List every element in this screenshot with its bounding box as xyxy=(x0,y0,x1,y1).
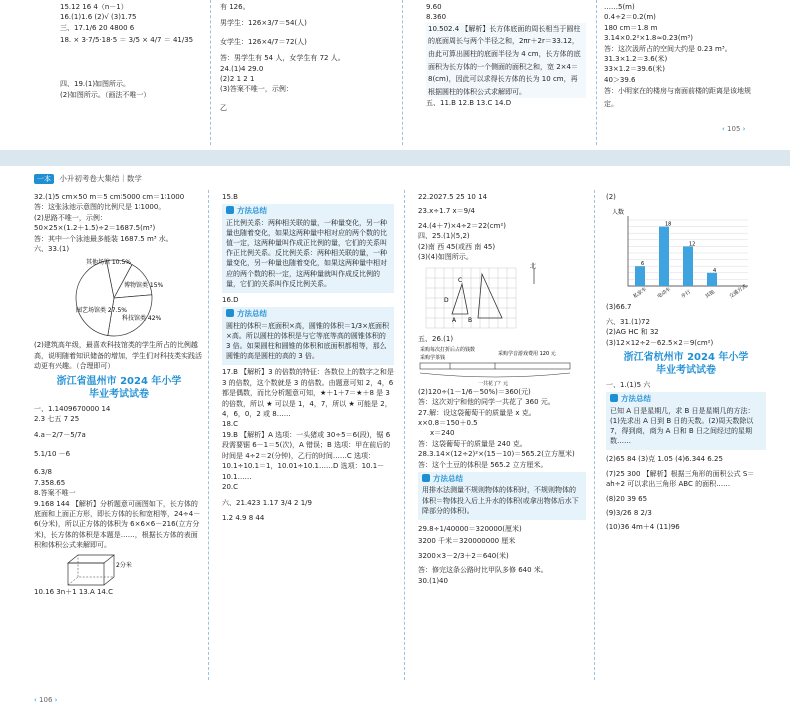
text-line: 8.答案不唯一 xyxy=(34,489,76,498)
text-line: (3)12×12÷2－62.5×2＝9(cm²) xyxy=(606,338,714,347)
text-line: 4.a－2/7－5/7a xyxy=(34,431,86,440)
tip-title-text: 方法总结 xyxy=(237,309,267,319)
text-line: 22.2027.5 25 10 14 xyxy=(418,193,488,201)
text-line: 答：这张泳池示意图的比例尺是 1∶1000。 xyxy=(34,203,166,212)
bar-1 xyxy=(659,227,669,286)
tip-title-text: 方法总结 xyxy=(621,394,651,404)
bar-category-label: 交通方式 xyxy=(728,283,749,301)
point-label: A xyxy=(452,317,457,325)
grid-diagram xyxy=(422,262,552,334)
point-label: D xyxy=(444,297,449,305)
tip-title-text: 方法总结 xyxy=(237,206,267,216)
text-line: 31.3×1.2＝3.6(米) xyxy=(604,55,668,64)
text-line: 33×1.2＝39.6(米) xyxy=(604,65,665,74)
text-line: 9.168 144 【解析】分析题意可画图如下，长方体的底面和上面正方形，即长方体的长和宽相等，24÷4－6(分米)，所以正方体的体积为 6×6×6－216(立方分米)，长方体的体积是本题是……，根据长方体的表面积和体积公式来解即可。 xyxy=(34,499,201,550)
text-line: 6.3/8 xyxy=(34,468,52,477)
bar-category-label: 电动车 xyxy=(656,286,673,301)
exam-title-hangzhou xyxy=(606,351,766,377)
pie-group xyxy=(76,260,152,336)
text-line: (2)120÷(1－1/6－50%)＝360(元) xyxy=(418,387,531,396)
text-line: 24.(4＋7)×4÷2＝22(cm²) xyxy=(418,221,506,230)
pie-label-museum: 博物馆类 15% xyxy=(124,282,164,290)
book-header xyxy=(34,173,142,184)
text-line: 五、11.B 12.B 13.C 14.D xyxy=(426,99,512,108)
method-summary-box xyxy=(418,472,586,520)
bar-value-label: 12 xyxy=(689,241,696,248)
text-line: (2)AG HC 和 32 xyxy=(606,328,659,337)
method-summary-title xyxy=(422,474,582,484)
text-line: (2)如图所示。（画法不唯一） xyxy=(60,90,151,99)
text-line: 7.358.65 xyxy=(34,478,66,487)
text-line: 女学生：126×4/7＝72(人) xyxy=(220,37,307,46)
chevron-left-icon[interactable]: ‹ xyxy=(34,696,37,704)
text-line: 答：这袋葡萄干的质量是 240 克。 xyxy=(418,439,527,448)
text-line: (7)25 300 【解析】根据三角形的面积公式 S＝ah÷2 可以求出三角形 ABC 的面积…… xyxy=(606,469,755,489)
pie-label-science: 科技馆类 42% xyxy=(122,315,162,323)
exam-title-wenzhou xyxy=(34,375,204,401)
tip-icon xyxy=(226,309,234,317)
top-col-2 xyxy=(220,2,390,113)
pie-chart xyxy=(34,256,204,340)
text-line: 19.B 【解析】A 选项：一头猪或 30÷5＝6(段)，锯 6 段需要锯 6－1＝5(次)，A 错误；B 选项：甲在前后的时间是 4÷2＝2(分钟)，乙行的时间……C 选项：10.1÷10.1＝1，10.01÷10.1……D 选项：10.1－10.1…… xyxy=(222,430,391,481)
text-line: 答：这次刘宁和他的同学一共花了 360 元。 xyxy=(418,398,555,407)
text-line: 20.C xyxy=(222,482,239,491)
bar-0 xyxy=(635,267,645,287)
text-line: 15.B xyxy=(222,193,238,201)
text-line: 28.3.14×(12÷2)²×(15－10)＝565.2(立方厘米) xyxy=(418,450,575,459)
bottom-col-3 xyxy=(418,192,586,586)
method-summary-box xyxy=(222,204,394,293)
bar-value-label: 6 xyxy=(641,261,645,268)
text-line: 10.16 3n＋1 13.A 14.C xyxy=(34,587,113,596)
text-line: 24.(1)4 29.0 xyxy=(220,64,264,73)
text-line: 答：男学生有 54 人，女学生有 72 人。 xyxy=(220,54,345,63)
exam-title-line: 毕业考试试卷 xyxy=(89,388,149,400)
column-divider xyxy=(402,0,403,145)
box-dimension-label: 2分米 xyxy=(116,561,132,569)
text-line: (3)(4)如图所示。 xyxy=(418,253,473,262)
segment-label: 一共花了？元 xyxy=(478,380,509,387)
method-summary-box xyxy=(222,307,394,365)
method-summary-box xyxy=(606,392,766,450)
tip-icon xyxy=(422,474,430,482)
text-line: 1.2 4.9 8 44 xyxy=(222,513,265,522)
text-line: 32.(1)5 cm×50 m＝5 cm∶5000 cm＝1∶1000 xyxy=(34,193,185,201)
column-divider xyxy=(594,190,595,680)
text-line: 17.B 【解析】3 的倍数的特征：各数位上的数字之和是 3 的倍数，这个数就是 3 的倍数。由题意可知 2，4，6 都是偶数，而比分析题意可知，★＋1＋7＝★＋8 是 3 的倍数，所以 ★ 可以是 1，4，7，所以 ★ 可能是 2，4，6，0，2 或 8…… xyxy=(222,368,394,419)
bar-category-label: 步行 xyxy=(680,289,692,301)
text-line: 40＞39.6 xyxy=(604,75,636,84)
text-line: 一、1.1409670000 14 xyxy=(34,404,111,413)
tip-icon xyxy=(610,394,618,402)
text-line: 答：小明家在的楼房与南面前楼的距离是该地规定。 xyxy=(604,87,751,108)
column-divider xyxy=(596,0,597,145)
text-line: 16.D xyxy=(222,296,239,305)
text-line: 答：这次汲所占的空间大约是 0.23 m³。 xyxy=(604,44,732,53)
text-line: 六、33.(1) xyxy=(34,245,70,254)
pie-slice-science xyxy=(76,261,114,336)
tip-body: 用排水法测量不规则物体的体积时，不规则物体的体积＝物体投入后上升水的体积(或拿出物体后水下降部分的体积)。 xyxy=(422,486,579,515)
method-summary-title xyxy=(610,394,762,404)
text-line: 50×25×(1.2＋1.5)÷2＝1687.5(m³) xyxy=(34,224,156,233)
page-number-label: 105 xyxy=(727,125,741,133)
top-col-3 xyxy=(426,2,586,109)
text-line: 23.x÷1.7 x＝9/4 xyxy=(418,207,475,216)
segment-label: 采购每次打折后占的钱数 xyxy=(420,346,476,353)
compass-label: 北 xyxy=(530,263,537,271)
bottom-col-2 xyxy=(222,192,394,523)
cuboid-diagram xyxy=(64,551,134,587)
text-line: 四、25.(1)(5,2) xyxy=(418,232,470,241)
page-number-label: 106 xyxy=(39,696,53,704)
text-line: 2.3 七五 7 25 xyxy=(34,415,80,424)
column-divider xyxy=(404,190,405,680)
text-line: (2)2 1 2 1 xyxy=(220,75,255,84)
exam-title-line: 浙江省温州市 2024 年小学 xyxy=(56,375,182,387)
text-line: (10)36 4m＋4 (11)96 xyxy=(606,523,680,532)
text-line: 5.1/10 －6 xyxy=(34,449,71,458)
bar-category-label: 其他 xyxy=(704,289,716,301)
text-line: 29.8÷1/40000＝320000(厘米) xyxy=(418,524,522,533)
text-line: 30.(1)40 xyxy=(418,576,448,585)
text-line: 答：其中一个泳池最多能装 1687.5 m³ 水。 xyxy=(34,234,173,243)
bar-value-label: 4 xyxy=(713,268,717,275)
text-line: 3200 千米＝320000000 厘米 xyxy=(418,537,516,546)
text-line: 五、26.(1) xyxy=(418,335,454,344)
text-line: 3200×3－2/3＋2＝640(米) xyxy=(418,551,509,560)
chevron-right-icon[interactable]: › xyxy=(54,696,58,704)
text-line: 18. × 3·7/5·18·5 ＝ 3/5 × 4/7 ＝ 41/35 xyxy=(60,36,194,45)
text-line: 答：修完这条公路时比甲队多修 640 米。 xyxy=(418,566,548,575)
text-line: 一、1.(1)5 六 xyxy=(606,381,651,390)
text-line: (2)65 84 (3)克 1.05 (4)6.344 6.25 xyxy=(606,455,723,464)
text-line: 180 cm＝1.8 m xyxy=(604,23,658,32)
tip-body: 圆柱的体积＝底面积×高，圆锥的体积＝1/3×底面积×高。所以圆柱的体积是与它等底等高的圆锥体积的 3 倍。如果圆柱和圆锥的体积和底面积都相等，那么圆锥的高是圆柱的高的 3 倍。 xyxy=(226,321,389,361)
text-line: 六、31.(1)72 xyxy=(606,317,650,326)
bottom-col-4 xyxy=(606,192,766,533)
text-line: 8.360 xyxy=(426,13,447,22)
book-badge: 一本 xyxy=(34,174,54,184)
method-summary-title xyxy=(226,206,390,216)
text-line: x＝240 xyxy=(430,429,455,438)
point-label: B xyxy=(468,317,473,325)
page-number-top xyxy=(722,125,745,133)
tip-body: 正比例关系：两种相关联的量，一种量变化，另一种量也随着变化，如果这两种量中相对应的两个数的比值一定，这两种量叫作成正比例的量，它们的关系叫作正比例关系。反比例关系：两种相关联的量，一种量变化，另一种量也随着变化，如果这两种量中相对应的两个数的积一定，这两种量就叫作成反比例的量，它们的关系叫作反比例关系。 xyxy=(226,218,387,288)
text-line: 四、19.(1)如图所示。 xyxy=(60,80,131,89)
text-line: x×0.8＝150＋0.5 xyxy=(418,419,478,428)
text-line: 三、17.1/6 20 4800 6 xyxy=(60,23,135,32)
book-title: 小升初考卷大集结｜数学 xyxy=(59,174,142,183)
text-line: (2) xyxy=(606,193,616,201)
text-line: 有 126。 xyxy=(220,3,250,11)
text-line: 15.12 16 4（n－1） xyxy=(60,3,128,11)
bar-chart xyxy=(606,202,756,302)
bottom-col-1 xyxy=(34,192,204,597)
text-line: (2)南 西 45(或西 南 45) xyxy=(418,242,496,251)
point-label: C xyxy=(458,277,463,285)
text-line: (3)答案不唯一，示例： xyxy=(220,85,293,94)
text-line: (3)66.7 xyxy=(606,303,632,312)
top-page xyxy=(0,0,790,150)
chevron-right-icon[interactable]: › xyxy=(742,125,746,133)
bar-3 xyxy=(707,273,717,286)
method-summary-title xyxy=(226,309,390,319)
column-divider xyxy=(208,190,209,680)
text-line: (8)20 39 65 xyxy=(606,494,648,503)
text-line: 10.502.4 【解析】长方体底面的周长相当于圆柱的底面周长与两个半径之和，2πr＋2r＝33.12，由此可算出圆柱的底面半径为 4 cm，长方体的底面积为长方体的一个侧面的面积之和，宽 2×4＝8(cm)，因此可以求得长方体的长为 10 cm，再根据圆柱的体积公式求解即可。 xyxy=(426,23,586,99)
segment-label: 采购学音游戏费用 120 元 xyxy=(498,350,556,357)
column-divider xyxy=(210,0,211,145)
page-number-bottom xyxy=(34,696,57,704)
text-line: 18.C xyxy=(222,420,239,429)
tip-body: 已知 A 日是星期几，求 B 日是星期几的方法：(1)先求出 A 日到 B 日的天数。(2)周天数除以 7，得到商，商为 A 日和 B 日之间经过的星期数…… xyxy=(610,406,755,446)
top-col-4 xyxy=(604,2,764,110)
text-line: (2)建筑高年级，最喜欢科技馆类的学生所占的比例越高，说明随着知识储备的增加，学生们对科技类实践活动更有兴趣。（合理即可） xyxy=(34,341,202,371)
pie-label-garden: 园艺场馆类 27.5% xyxy=(76,307,127,315)
bar-value-label: 18 xyxy=(665,222,672,229)
text-line: 答：这个土豆的体积是 565.2 立方厘米。 xyxy=(418,460,548,469)
text-line: 3.14×0.2²×1.8≈0.23(m³) xyxy=(604,34,693,43)
bar-segment-diagram xyxy=(418,345,578,387)
chevron-left-icon[interactable]: ‹ xyxy=(722,125,725,133)
text-line: 27.解：设这袋葡萄干的质量是 x 克。 xyxy=(418,408,536,417)
text-line: 乙 xyxy=(220,103,227,112)
bar-2 xyxy=(683,247,693,287)
pie-label-other: 其他场馆 10.5% xyxy=(86,259,131,267)
tip-title-text: 方法总结 xyxy=(433,474,463,484)
text-line: 16.(1)1.6 (2)√ (3)1.75 xyxy=(60,13,137,22)
text-line: (2)思路不唯一，示例： xyxy=(34,213,107,222)
exam-title-line: 毕业考试试卷 xyxy=(656,365,716,377)
text-line: 男学生：126×3/7＝54(人) xyxy=(220,19,307,28)
tip-icon xyxy=(226,206,234,214)
bar-category-label: 私家车 xyxy=(632,286,649,301)
text-line: (9)3/26 8 2/3 xyxy=(606,509,652,518)
top-col-1 xyxy=(60,2,200,100)
text-line: 六、21.423 1.17 3/4 2 1/9 xyxy=(222,499,312,508)
exam-title-line: 浙江省杭州市 2024 年小学 xyxy=(623,352,749,364)
text-line: 0.4÷2＝0.2(m) xyxy=(604,13,656,22)
segment-label: 采购学茶钱 xyxy=(420,354,446,361)
bar-chart-ylabel: 人数 xyxy=(612,209,625,217)
text-line: ……5(m) xyxy=(604,3,635,11)
text-line: 9.60 xyxy=(426,3,442,11)
